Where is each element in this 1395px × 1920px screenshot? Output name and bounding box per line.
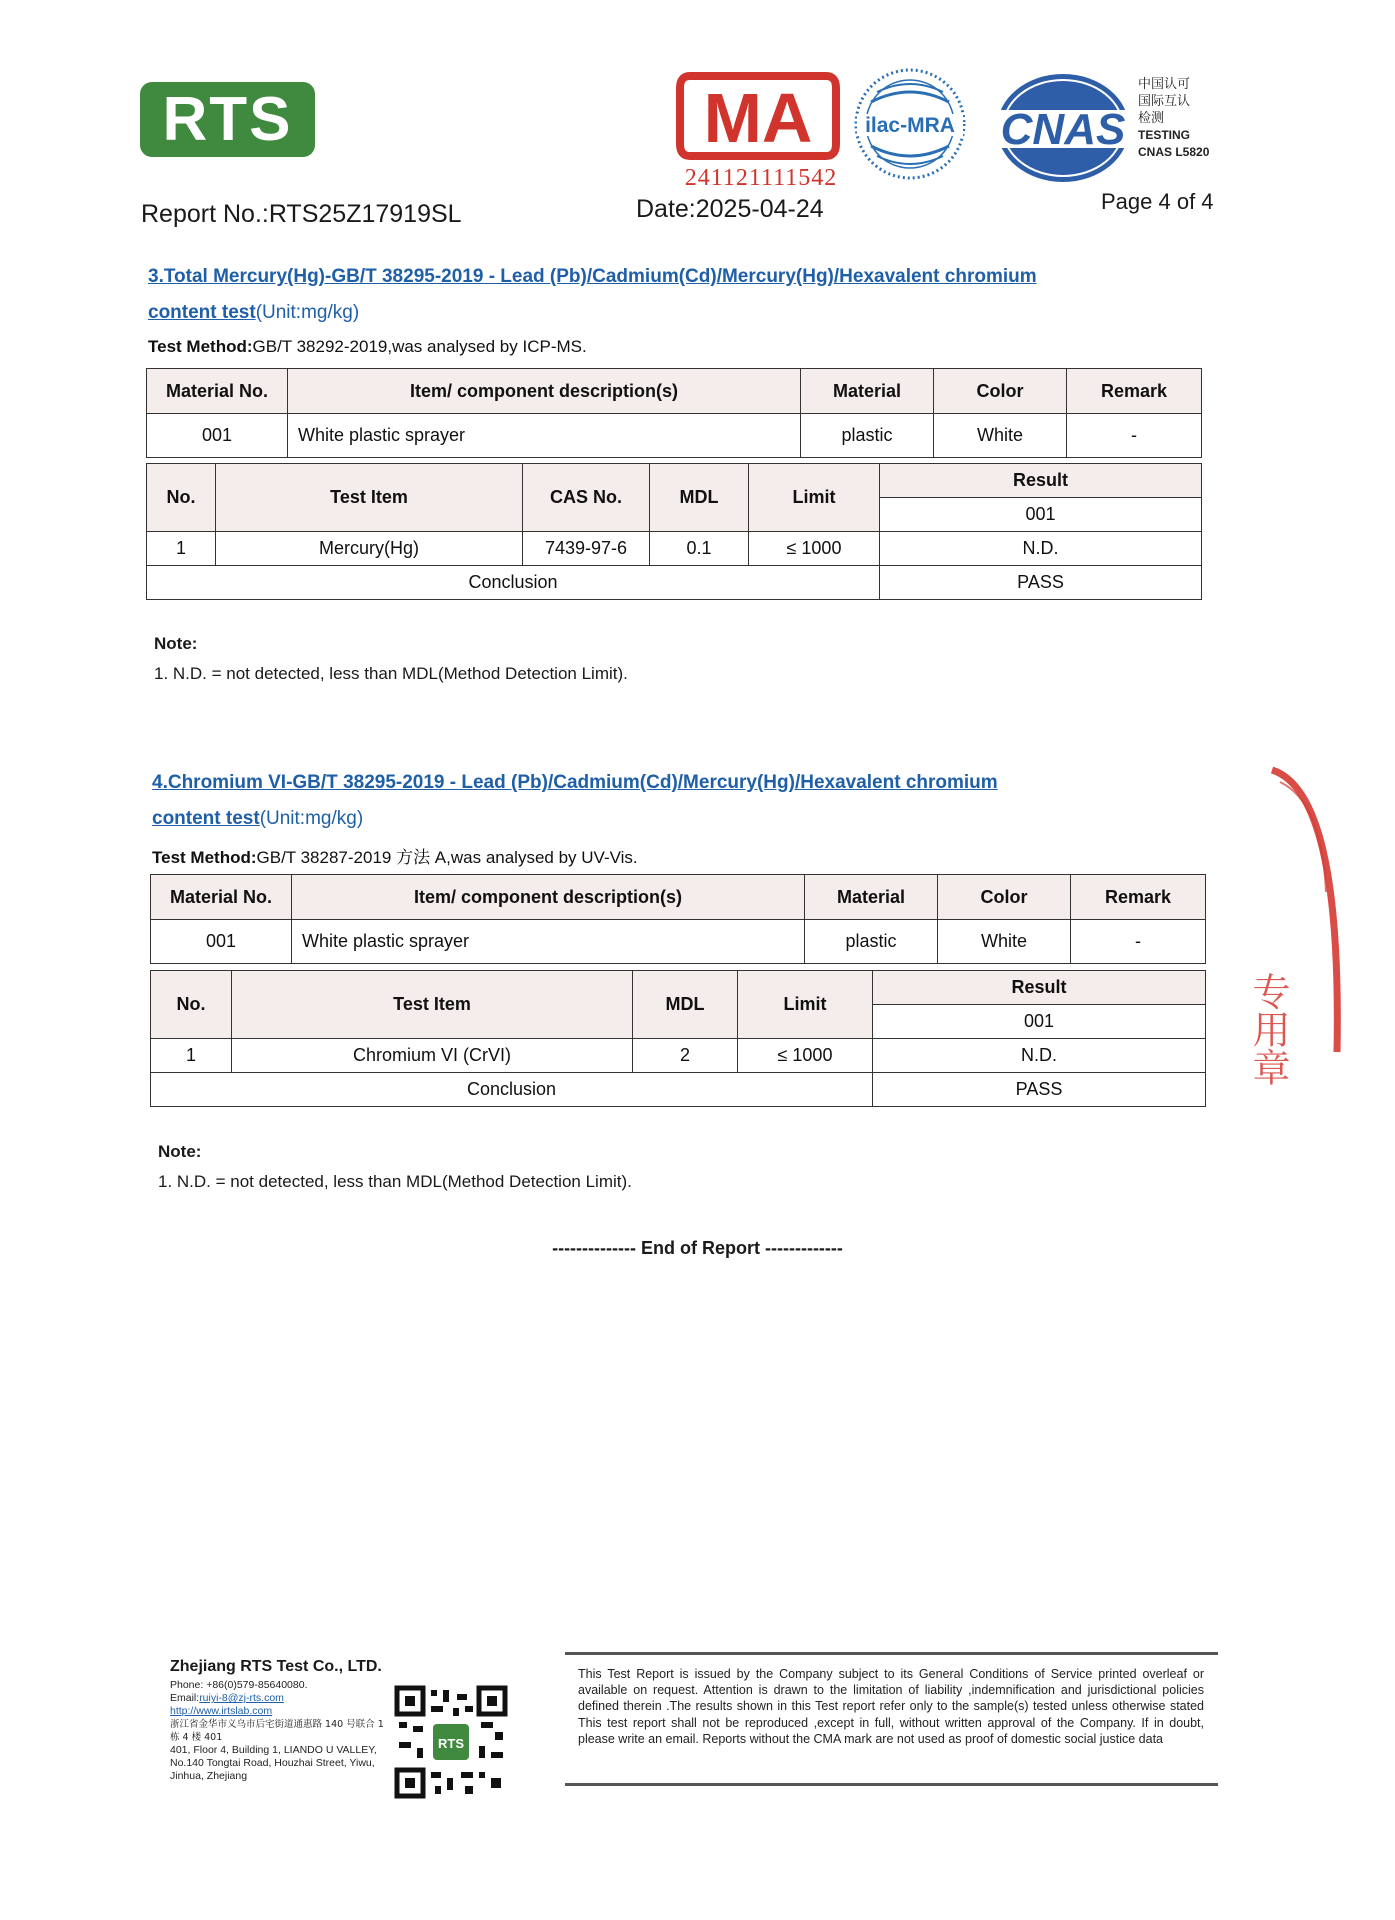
cnas-cn-line3: 检测	[1138, 111, 1165, 126]
section3-test-method	[148, 337, 587, 357]
email-label: Email:	[170, 1692, 200, 1704]
address-en: 401, Floor 4, Building 1, LIANDO U VALLEY, No.140 Tongtai Road, Houzhai Street, Yiwu, Jinhua, Zhejiang	[170, 1744, 377, 1782]
no-cell: 1	[151, 1039, 232, 1073]
remark-header: Remark	[1071, 875, 1206, 920]
company-website[interactable]: http://www.irtslab.com	[170, 1705, 273, 1717]
qr-code	[395, 1686, 507, 1798]
section3-note-label: Note:	[154, 634, 198, 653]
material-no-cell: 001	[147, 414, 288, 458]
company-email-line	[170, 1692, 410, 1705]
ma-logo-text: MA	[703, 79, 813, 157]
conclusion-row	[147, 566, 1202, 600]
table-row	[147, 532, 1202, 566]
cas-no-cell: 7439-97-6	[523, 532, 650, 566]
section3-method-text: GB/T 38292-2019,was analysed by ICP-MS.	[252, 337, 587, 356]
section3-note-text: 1. N.D. = not detected, less than MDL(Method Detection Limit).	[154, 664, 628, 683]
report-date: Date:2025-04-24	[636, 195, 824, 223]
description-header: Item/ component description(s)	[288, 369, 801, 414]
conclusion-label: Conclusion	[147, 566, 880, 600]
section3-unit: (Unit:mg/kg)	[255, 302, 360, 323]
section4-material-table	[150, 874, 1206, 964]
address-cn: 浙江省金华市义乌市后宅街道通惠路 140 号联合 1 栋 4 楼 401	[170, 1719, 384, 1743]
stamp-text: 专用章	[1246, 972, 1290, 1086]
test-item-header: Test Item	[232, 971, 633, 1039]
footer-bottom-rule	[565, 1783, 1218, 1786]
qr-logo-text: RTS	[438, 1736, 464, 1751]
remark-header: Remark	[1067, 369, 1202, 414]
section3-title-cont: content test	[148, 302, 256, 323]
limit-header: Limit	[749, 464, 880, 532]
cnas-logo	[993, 70, 1133, 186]
mdl-header: MDL	[650, 464, 749, 532]
report-number: Report No.:RTS25Z17919SL	[141, 200, 462, 228]
color-header: Color	[934, 369, 1067, 414]
rts-logo: RTS	[140, 82, 315, 157]
conclusion-label: Conclusion	[151, 1073, 873, 1107]
section4-result-table	[150, 970, 1206, 1107]
mdl-cell: 0.1	[650, 532, 749, 566]
result-cell: N.D.	[873, 1039, 1206, 1073]
section3-result-table	[146, 463, 1202, 600]
company-name: Zhejiang RTS Test Co., LTD.	[170, 1658, 382, 1675]
material-no-cell: 001	[151, 920, 292, 964]
ilac-text: ilac-MRA	[865, 114, 955, 137]
description-cell: White plastic sprayer	[292, 920, 805, 964]
limit-cell: ≤ 1000	[738, 1039, 873, 1073]
color-cell: White	[938, 920, 1071, 964]
cnas-accreditation-text	[1138, 76, 1228, 161]
section4-title-line2	[152, 808, 363, 830]
conclusion-row	[151, 1073, 1206, 1107]
section4-title: 4.Chromium VI-GB/T 38295-2019 - Lead (Pb)/Cadmium(Cd)/Mercury(Hg)/Hexavalent chromium	[152, 772, 998, 793]
no-header: No.	[147, 464, 216, 532]
section4-unit: (Unit:mg/kg)	[259, 808, 364, 829]
conclusion-value: PASS	[873, 1073, 1206, 1107]
cnas-cn-line2: 国际互认	[1138, 94, 1191, 109]
cnas-en-line1: TESTING	[1138, 128, 1191, 142]
color-header: Color	[938, 875, 1071, 920]
section4-title-cont: content test	[152, 808, 260, 829]
footer-top-rule	[565, 1652, 1218, 1655]
company-email[interactable]: ruiyi-8@zj-rts.com	[199, 1692, 284, 1704]
disclaimer-text: This Test Report is issued by the Company subject to its General Conditions of Service printed overleaf or available on request. Attention is drawn to the limitation of liability ,indemnification and jurisdictional policies defined therein .The results shown in this Test report refer only to the sample(s) tested unless otherwise stated This test report shall not be reproduced ,except in full, without written approval of the Company. If in doubt, please write an email. Reports without the CMA mark are not used as proof of domestic social justice data	[578, 1667, 1204, 1746]
cnas-text: CNAS	[1000, 105, 1126, 154]
limit-header: Limit	[738, 971, 873, 1039]
material-header: Material	[801, 369, 934, 414]
conclusion-value: PASS	[880, 566, 1202, 600]
test-item-cell: Chromium VI (CrVI)	[232, 1039, 633, 1073]
limit-cell: ≤ 1000	[749, 532, 880, 566]
section3-method-label: Test Method:	[148, 337, 253, 356]
table-row	[147, 414, 1202, 458]
result-header: Result	[880, 464, 1202, 498]
section4-test-method	[152, 843, 638, 868]
test-item-cell: Mercury(Hg)	[216, 532, 523, 566]
remark-cell: -	[1071, 920, 1206, 964]
company-contact	[170, 1679, 410, 1783]
description-header: Item/ component description(s)	[292, 875, 805, 920]
no-header: No.	[151, 971, 232, 1039]
ma-number: 241121111542	[684, 165, 838, 191]
company-phone: Phone: +86(0)579-85640080.	[170, 1679, 308, 1691]
color-cell: White	[934, 414, 1067, 458]
ma-logo	[676, 66, 840, 174]
description-cell: White plastic sprayer	[288, 414, 801, 458]
section4-method-label: Test Method:	[152, 848, 257, 867]
mdl-cell: 2	[633, 1039, 738, 1073]
company-seal-stamp	[1246, 752, 1395, 1086]
material-cell: plastic	[805, 920, 938, 964]
cnas-en-line2: CNAS L5820	[1138, 145, 1210, 159]
material-header: Material	[805, 875, 938, 920]
section3-title-line2	[148, 302, 359, 324]
material-no-header: Material No.	[151, 875, 292, 920]
result-cell: N.D.	[880, 532, 1202, 566]
section4-note-label: Note:	[158, 1142, 202, 1161]
result-header: Result	[873, 971, 1206, 1005]
material-cell: plastic	[801, 414, 934, 458]
remark-cell: -	[1067, 414, 1202, 458]
no-cell: 1	[147, 532, 216, 566]
result-sample-id: 001	[880, 498, 1202, 532]
section3-title: 3.Total Mercury(Hg)-GB/T 38295-2019 - Lead (Pb)/Cadmium(Cd)/Mercury(Hg)/Hexavalent chromium	[148, 266, 1037, 287]
ilac-mra-logo	[851, 62, 969, 186]
mdl-header: MDL	[633, 971, 738, 1039]
end-of-report: -------------- End of Report -------------	[552, 1238, 843, 1258]
result-sample-id: 001	[873, 1005, 1206, 1039]
test-item-header: Test Item	[216, 464, 523, 532]
table-row	[151, 1039, 1206, 1073]
table-row	[151, 920, 1206, 964]
section4-method-text: GB/T 38287-2019 方法 A,was analysed by UV-Vis.	[256, 848, 638, 867]
section4-note-text: 1. N.D. = not detected, less than MDL(Method Detection Limit).	[158, 1172, 632, 1191]
material-no-header: Material No.	[147, 369, 288, 414]
page-number: Page 4 of 4	[1101, 189, 1214, 214]
section3-material-table	[146, 368, 1202, 458]
cas-no-header: CAS No.	[523, 464, 650, 532]
cnas-cn-line1: 中国认可	[1138, 77, 1191, 92]
